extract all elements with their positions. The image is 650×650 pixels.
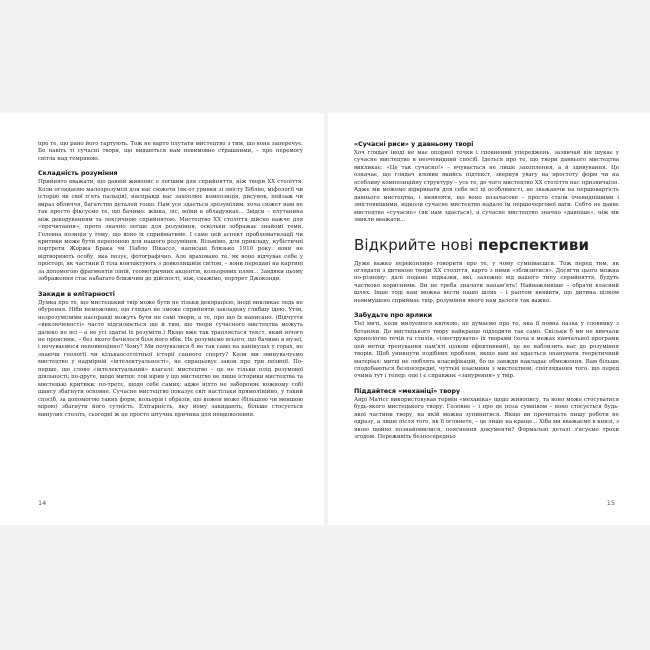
left-page — [0, 113, 325, 525]
paragraph-labels: Тієї миті, коли милуємося квіткою, не думаємо про те, яка її повна назва у словнику з ботаніки. До мистецького твору найкраще підходити так само. Скільки б ми не вивчали хронологію течій та стилів, «ілюструвати» їх творами (хоча в межах навчальної програми цей метод тренування пам'яті цілком ефективний), це не наблизить нас до розуміння творів. Щоб уникнути подібних проблем, якщо вам не вдається опанувати теоретичний матеріал: митці не люблять класифікацій, бо це завжди накладає обмеження. Вам більше сподобаються безпосередні, чуттєві взаємини з мистецтвом, споглядання того, що перед очима тут і тепер: оце і є справжнє «занурення» у твір. — [354, 321, 619, 380]
left-intro-paragraph: про те, що рано його гартують. Тож не варто плутати мистецтво з тим, що вона заперечує. Бо навіть ті сучасні твори, що видаються нам невимовно страшними, – про перемогу світла над темрявою. — [38, 141, 303, 162]
paragraph-perspectives: Дуже важко переконливо говорити про те, у чому сумніваєшся. Тож перед тим, як оглядати з дитиною твори ХХ століття, варто з ними «зблизитися». Досягти цього можна по-різному: далі подано підказки, які, залежно від вашого типу сприйняття, будуть частково корисними. Ви не треба значати напам'ять! Найважливіше – обрати власний шлях. Інше тоді нам можна вести нашо шлях – і раптом виявити, що дитина цілком невимушено сприймає твір, розуміння якого нам далося так важко. — [354, 260, 619, 304]
section-title-regular: Відкрийте нові — [354, 235, 478, 254]
paragraph-complexity: Прийнято вважати, що давній живопис є легшим для сприйняття, ніж твори ХХ століття. Коли оглядаємо малозрозумілі для нас сюжети (як-от уривки зі змісту Біблію, міфології чи історію як свої п'ять пальців), насправді нас захоплює композиція, рисунок, пейзаж чи вираз обличчя, багатство деталей тощо. Нам усе здається зрозумілим, хоча сюжет нам не так просто фіксуємо те, що бачимо: жінка, ліс, воїни в обладунках... Звідси – плутанина між декодуванням та лексичною сприйнятою. Мистецтво ХХ століття дійсно важче для «прочитання», проте значно легше для розуміння, оскільки зображає знайомі теми. Головна позиція у тому, що воно іх сприйматиме. І саме цей аспект проблематизації чи критики може бути перепоною для нашого розуміння. Візьмімо, для прикладу, кубістичні портрети Жоржа Брака чи Пабло Пікассо, написані близько 1910 року: вони не відтворюють особу, яка позує, фотографічно. Але враховано те, як воно відчуває себе у просторі, як частини її тіла контактують з довколишнім світом, – вони передані на картині за допомогою фрагментів ліній, геометричних акцентів, кольорових плям... Завдяки цьому зображення стає набагато ближчим до дійсності, ніж, скажімо, портрет Джоконди. — [38, 179, 303, 283]
heading-mechanics: Піддайтеся «механіці» твору — [354, 387, 461, 395]
right-page — [325, 113, 650, 525]
section-title — [354, 235, 619, 255]
paragraph-pitfalls: Думка про те, що мистецький твір може бути не тільки декорацією, іноді викликає ледь не обурення. Ніби неможливо, що глядач не зможе сприйняти закладену глибшу ідею. Утім, незрозумілими насправді можуть бути не самі твори, а те, про що їх написано. (Відчуття «виключеності» часто підсилюється ще й тим, що твори сучасного мистецтва можуть далеко не всі – а не усі здатні їх розуміти.) Якщо вже так трапляється текст, який нічого не прояснює, – без якого бачилося біля його вбік. Не розуміємо всього, що бачимо в музеї, і почуваємося неповноцінно? Чому? Ми почувалися б не так само на канікулах у горах, не знаючи геології чи кількаосотлітньої історії санного спорту? Коли ми звинувачуємо мистецтво у надмірній «інтелектуальності», не спрацьовує закон про три позиції. По-перше, що слово «інтелектуальний» взагалі: мистецтво – це не тільки плід розумової діяльності; по-друге, щодо митця: той вірив у що мистецтво не лише історики мистецтва та мистецькі критики; по-третє, щодо себе самих: адже ніхто не забороняє кожному собі шансу збагнути основне. Сучасне мистецтво показує світ настільки прямолінійно, у такий спосіб, за допомогою таких форм, кольорів і образів, що кожен може (більшою чи меншою мірою) збагнути його сутність. Елітарність, яку йому закидають, більше стосується минулих століть, сьогодні ж це просто штучна причина для невдоволення. — [38, 299, 303, 418]
book-spread — [0, 113, 650, 525]
left-text-column — [38, 141, 303, 419]
right-text-column — [354, 141, 619, 442]
page-number-left: 14 — [38, 499, 47, 507]
heading-labels: Забудьте про ярлики — [354, 312, 433, 320]
paragraph-mechanics: Анрі Матісс використовував термін «механіка» щодо живопису, та воно може стосуватися будь-якого мистецького твору. Головне – і про це поза сумнівом – воно стосується будь-якої частини твору, на якій можна зупинитися. Якщо ви прочитаєте пишу роботи не одразу, а лише після того, як її оглянете, – це лише на краще... Хіба ми вважаємо в книзі, з якою щойно познайомилися, пояснення документи? Формальні деталі з'ясуємо трохи згодом. Переживіть безпосередньо — [354, 396, 619, 441]
heading-complexity: Складність розуміння — [38, 170, 118, 178]
heading-modern-features: «Сучасні риси» у давньому творі — [354, 141, 474, 148]
heading-pitfalls: Закиди в елітарності — [38, 290, 115, 298]
page-number-right: 15 — [606, 499, 615, 507]
section-title-bold: перспективи — [477, 235, 590, 254]
paragraph-modern-features: Хоч глядач іноді не має опорної точки і сповнений упереджень, зазвичай він шукає у сучасне мистецтво в неочевидний спосіб. Ідеться про те, що твори давнього мистецтва викликає: «Це так сучасно!» – вчувається не лише захоплення, а й здивування. Це означає, що глядач вловив якийсь підтекст, звернув увагу на простоту форм чи на особливу композиційну структуру – усе те, до чого мистецтво ХХ століття нас призвичаїло. Адже ми можемо відкривати для себе всі ці особливості, не зважаючи на першовартість давнього мистецтва, і виявляти, що воно позачасове – просто стали очевиднішими і змістовнішими, відколи сучасне мистецтво надало їм першочергової ваги. Себто не давнє мистецтво «сучасне» (як нам здається), а сучасне мистецтво значно «давніше», ніж ми звикли вважати... — [354, 150, 619, 224]
